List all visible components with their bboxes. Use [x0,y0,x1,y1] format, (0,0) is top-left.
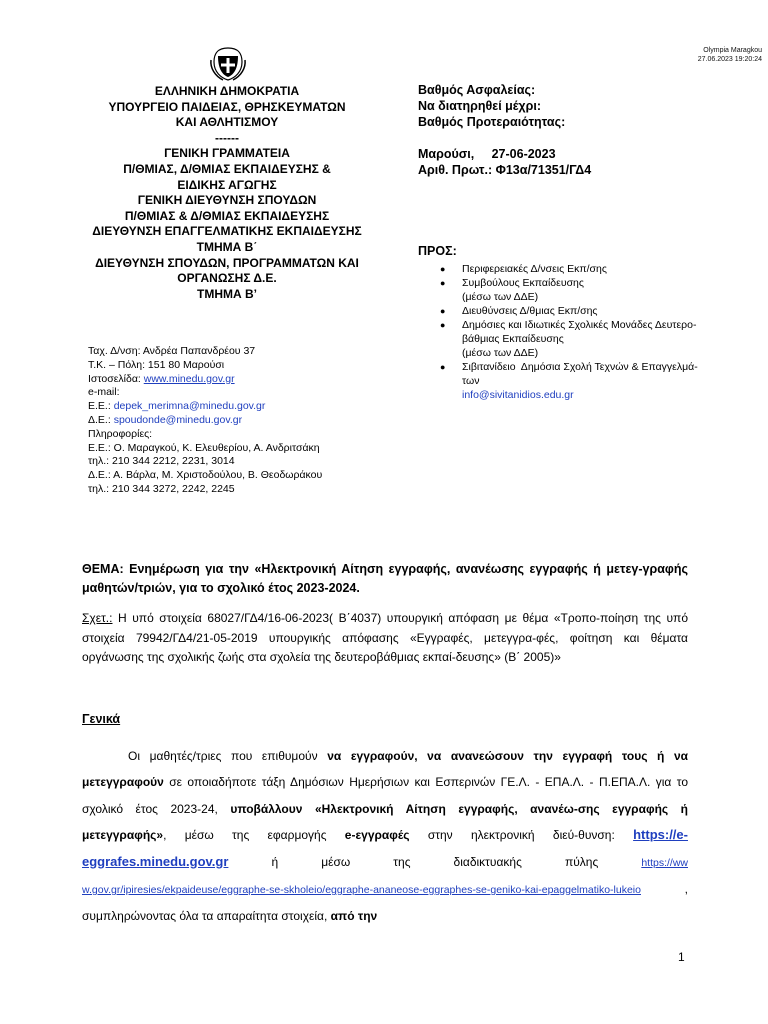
retention: Να διατηρηθεί μέχρι: [418,99,541,113]
reference [82,609,688,668]
recipient-name-cont: βάθμιας Εκπαίδευσης [462,333,564,345]
header-line: ΤΜΗΜΑ Β΄ [196,239,258,254]
e-eggrafes-link[interactable]: https://e-eggrafes.minedu.gov.gr [82,827,688,869]
bullet-icon: ● [440,320,446,330]
text-run: σε οποιαδήποτε τάξη Δημόσιων Ημερήσιων και Εσπερινών ΓΕ.Λ. - ΕΠΑ.Λ. - Π.ΕΠΑ.Λ. για το σχολικό έτος 2023-24, [82,775,688,816]
paragraph [82,743,688,930]
header-line: ------ [215,130,239,145]
security-level: Βαθμός Ασφαλείας: [418,83,536,97]
text-run-bold: e-εγγραφές [344,828,410,843]
de-label: Δ.Ε.: [88,413,114,426]
de-email[interactable]: spoudonde@minedu.gov.gr [113,413,243,426]
signature-stamp [698,46,762,64]
text-run: , μέσω της εφαρμογής [163,828,345,843]
recipient-note: (μέσω των ΔΔΕ) [462,291,539,303]
list-item [440,304,740,318]
ee-email[interactable]: depek_merimna@minedu.gov.gr [113,400,266,413]
section-heading: Γενικά [82,712,121,726]
recipient-email[interactable]: info@sivitanidios.edu.gr [462,389,574,401]
ee-people: Ε.Ε.: Ο. Μαραγκού, Κ. Ελευθερίου, Α. Ανδριτσάκη [88,441,320,454]
bullet-icon: ● [440,306,446,316]
priority-level: Βαθμός Προτεραιότητας: [418,115,566,129]
header-line: ΔΙΕΥΘΥΝΣΗ ΕΠΑΓΓΕΛΜΑΤΙΚΗΣ ΕΚΠΑΙΔΕΥΣΗΣ [92,224,362,239]
text-run: ή μέσω της διαδικτυακής πύλης [228,854,642,869]
recipient-name: Διευθύνσεις Δ/θμιας Εκπ/σης [462,305,598,317]
header-line: ΓΕΝΙΚΗ ΓΡΑΜΜΑΤΕΙΑ [164,146,290,161]
bullet-icon: ● [440,264,446,274]
list-item [440,360,740,374]
header-line: ΔΙΕΥΘΥΝΣΗ ΣΠΟΥΔΩΝ, ΠΡΟΓΡΑΜΜΑΤΩΝ ΚΑΙ [95,255,359,270]
bullet-icon: ● [440,362,446,372]
text-run: Οι μαθητές/τριες που επιθυμούν [128,749,328,763]
list-item [440,276,740,290]
header-line: Π/ΘΜΙΑΣ, Δ/ΘΜΙΑΣ ΕΚΠΑΙΔΕΥΣΗΣ & [123,161,331,176]
reference-label: Σχετ.: [82,611,113,625]
header-line: Π/ΘΜΙΑΣ & Δ/ΘΜΙΑΣ ΕΚΠΑΙΔΕΥΣΗΣ [124,208,330,223]
recipients-list [440,262,740,402]
postal-code: Τ.Κ. – Πόλη: 151 80 Μαρούσι [88,358,225,371]
ministry-header [92,84,362,302]
subject: ΘΕΜΑ: Ενημέρωση για την «Ηλεκτρονική Αίτηση εγγραφής, ανανέωσης εγγραφής ή μετεγ-γραφής μαθητών/τριών, για το σχολικό έτος 2023-2024. [82,562,688,595]
gov-gr-link[interactable]: https://www.gov.gr/ipiresies/ekpaideuse/eggraphe-se-skholeio/eggraphe-ananeose-eggraphes-se-geniko-kai-epaggelmatiko-lukeio [82,856,688,897]
header-line: ΤΜΗΜΑ Β’ [197,286,257,301]
recipient-name: Σιβιτανίδειο Δημόσια Σχολή Τεχνών & Επαγγελμά- [462,361,698,373]
contact-info [88,345,322,497]
de-email-row [88,414,322,428]
text-run-bold: υποβάλλουν «Ηλεκτρονική Αίτηση εγγραφής, ανανέω-σης εγγραφής ή μετεγγραφής» [82,801,688,843]
header-line: ΕΛΛΗΝΙΚΗ ΔΗΜΟΚΡΑΤΙΑ [154,84,300,98]
recipient-name: Συμβούλους Εκπαίδευσης [462,277,584,289]
de-people: Δ.Ε.: Α. Βάρλα, Μ. Χριστοδούλου, Β. Θεοδωράκου [88,469,323,482]
bullet-icon: ● [440,278,446,288]
website-label: Ιστοσελίδα: [88,372,144,385]
info-label: Πληροφορίες: [88,427,153,440]
greek-emblem-icon [207,42,249,84]
recipient-name: Δημόσιες και Ιδιωτικές Σχολικές Μονάδες Δευτερο- [462,319,697,331]
text-run-bold: να εγγραφούν, να ανανεώσουν την εγγραφή τους ή να μετεγγραφούν [82,749,688,790]
list-item [440,318,740,332]
stamp-datetime: 27.06.2023 19:20:24 [697,56,762,63]
ee-email-row [88,400,322,414]
recipient-name: Περιφερειακές Δ/νσεις Εκπ/σης [462,263,607,275]
de-phone: τηλ.: 210 344 3272, 2242, 2245 [88,482,235,495]
address: Ταχ. Δ/νση: Ανδρέα Παπανδρέου 37 [88,345,256,357]
ee-phone: τηλ.: 210 344 2212, 2231, 3014 [88,455,235,468]
place-date: Μαρούσι, 27-06-2023 [418,147,556,161]
recipients-label: ΠΡΟΣ: [418,244,457,258]
recipient-name-cont: των [462,375,480,387]
email-label: e-mail: [88,386,120,399]
document-metadata [418,82,591,178]
text-run: , συμπληρώνοντας όλα τα απαραίτητα στοιχεία, [82,882,688,924]
stamp-user: Olympia Maragkou [703,47,762,54]
list-item [440,262,740,276]
header-line: ΚΑΙ ΑΘΛΗΤΙΣΜΟΥ [175,115,279,130]
header-line: ΥΠΟΥΡΓΕΙΟ ΠΑΙΔΕΙΑΣ, ΘΡΗΣΚΕΥΜΑΤΩΝ [108,99,346,114]
text-run: στην ηλεκτρονική διεύ-θυνση: [409,828,634,843]
website-row [88,373,322,387]
protocol-number: Αριθ. Πρωτ.: Φ13α/71351/ΓΔ4 [418,163,592,177]
header-line: ΕΙΔΙΚΗΣ ΑΓΩΓΗΣ [177,177,277,192]
body-paragraph [82,743,688,930]
header-line: ΟΡΓΑΝΩΣΗΣ Δ.Ε. [177,271,277,286]
website-link[interactable]: www.minedu.gov.gr [143,372,235,385]
page-number: 1 [678,950,685,964]
reference-text: Η υπό στοιχεία 68027/ΓΔ4/16-06-2023( Β΄4037) υπουργική απόφαση με θέμα «Τροπο-ποίηση της υπό στοιχεία 79942/ΓΔ4/21-05-2019 υπουργικής απόφασης «Εγγραφές, μετεγγρα-φές, φοίτηση και θέματα οργάνωσης της σχολικής ζωής στα σχολεία της δευτεροβάθμιας εκπαί-δευσης» (Β΄ 2005)» [82,611,688,664]
header-line: ΓΕΝΙΚΗ ΔΙΕΥΘΥΝΣΗ ΣΠΟΥΔΩΝ [137,193,317,208]
recipient-note: (μέσω των ΔΔΕ) [462,347,539,359]
text-run-bold: από την [330,909,378,924]
ee-label: Ε.Ε.: [88,400,114,413]
